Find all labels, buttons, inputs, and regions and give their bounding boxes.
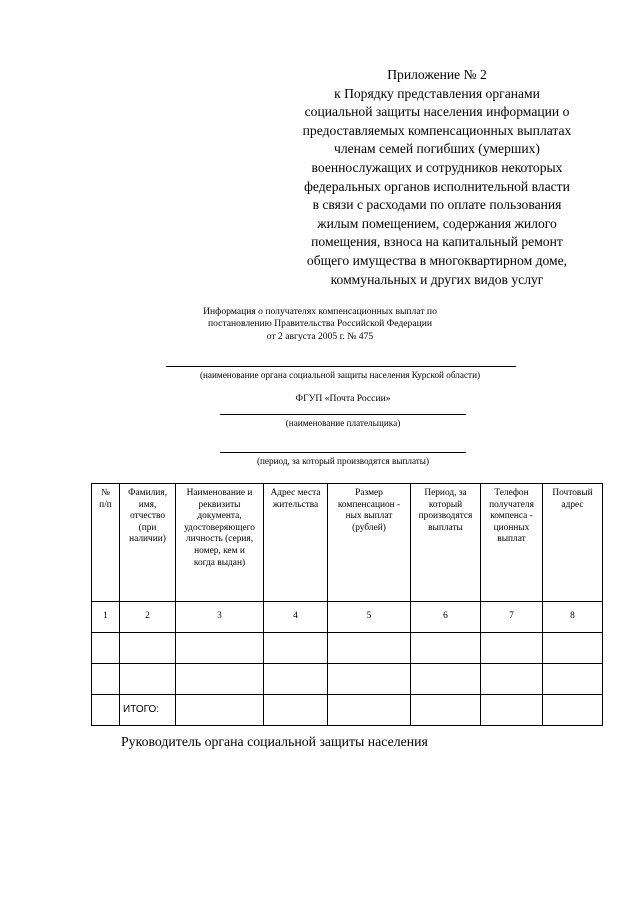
table-cell xyxy=(328,633,411,664)
table-cell xyxy=(411,664,481,695)
column-number-cell: 4 xyxy=(264,602,328,633)
table-cell xyxy=(543,633,603,664)
header-cell: № п/п xyxy=(92,484,120,602)
table-cell xyxy=(92,664,120,695)
appendix-line: общего имущества в многоквартирном доме, xyxy=(306,252,568,268)
appendix-line: членам семей погибших (умерших) xyxy=(334,141,540,157)
appendix-line: Приложение № 2 xyxy=(387,67,487,82)
payer-name-caption: (наименование плательщика) xyxy=(285,418,401,428)
table-cell xyxy=(481,633,543,664)
column-number-cell: 1 xyxy=(92,602,120,633)
column-number-cell: 7 xyxy=(481,602,543,633)
header-cell: Размер компенсацион - ных выплат (рублей) xyxy=(328,484,411,602)
appendix-line: военнослужащих и сотрудников некоторых xyxy=(311,159,563,175)
info-title-line: Информация о получателях компенсационных выплат по xyxy=(203,306,437,317)
info-title xyxy=(150,306,490,343)
appendix-line: коммунальных и других видов услуг xyxy=(330,271,544,287)
organ-name-line xyxy=(166,366,516,367)
appendix-line: жилым помещением, содержания жилого xyxy=(317,215,557,231)
column-number-cell: 5 xyxy=(328,602,411,633)
appendix-line: федеральных органов исполнительной власти xyxy=(304,178,570,194)
table-cell xyxy=(264,633,328,664)
table-row xyxy=(92,664,603,695)
appendix-line: предоставляемых компенсационных выплатах xyxy=(302,122,572,138)
table-number-row xyxy=(92,602,603,633)
recipients-table xyxy=(91,483,603,726)
table-cell xyxy=(543,664,603,695)
payer-name-line xyxy=(220,414,466,415)
organ-name-caption: (наименование органа социальной защиты населения Курской области) xyxy=(199,370,481,380)
column-number-cell: 6 xyxy=(411,602,481,633)
table-cell xyxy=(411,695,481,726)
column-number-cell: 3 xyxy=(176,602,264,633)
table-cell xyxy=(176,633,264,664)
period-line xyxy=(220,452,466,453)
table-cell xyxy=(176,695,264,726)
info-title-line: от 2 августа 2005 г. № 475 xyxy=(266,330,374,342)
table-cell xyxy=(264,664,328,695)
table-cell xyxy=(120,664,176,695)
column-number-cell: 2 xyxy=(120,602,176,633)
table-cell xyxy=(481,695,543,726)
appendix-line: социальной защиты населения информации о xyxy=(304,104,570,120)
payer-name: ФГУП «Почта России» xyxy=(295,393,391,404)
header-cell: Фамилия, имя, отчество (при наличии) xyxy=(120,484,176,602)
table-cell xyxy=(328,695,411,726)
appendix-line: помещения, взноса на капитальный ремонт xyxy=(311,234,563,250)
header-cell: Почтовый адрес xyxy=(543,484,603,602)
table-cell xyxy=(92,695,120,726)
table-total-row xyxy=(92,695,603,726)
table-cell xyxy=(543,695,603,726)
period-caption: (период, за который производятся выплаты) xyxy=(256,456,430,466)
table-cell xyxy=(176,664,264,695)
header-cell: Период, за который производятся выплаты xyxy=(411,484,481,602)
table-cell xyxy=(264,695,328,726)
column-number-cell: 8 xyxy=(543,602,603,633)
table-cell xyxy=(328,664,411,695)
appendix-header xyxy=(286,66,588,289)
appendix-line: в связи с расходами по оплате пользования xyxy=(312,197,562,213)
header-cell: Адрес места жительства xyxy=(264,484,328,602)
info-title-line: постановлению Правительства Российской Федерации xyxy=(208,318,432,330)
table-row xyxy=(92,633,603,664)
table-cell xyxy=(120,633,176,664)
header-cell: Наименование и реквизиты документа, удостоверяющего личность (серия, номер, кем и когда выдан) xyxy=(176,484,264,602)
table-header-row xyxy=(92,484,603,602)
signature-line: Руководитель органа социальной защиты населения xyxy=(121,734,428,749)
table-cell xyxy=(411,633,481,664)
table-cell xyxy=(481,664,543,695)
header-cell: Телефон получателя компенса - ционных выплат xyxy=(481,484,543,602)
table-cell xyxy=(92,633,120,664)
appendix-line: к Порядку представления органами xyxy=(334,85,540,101)
total-label: ИТОГО: xyxy=(120,695,176,726)
